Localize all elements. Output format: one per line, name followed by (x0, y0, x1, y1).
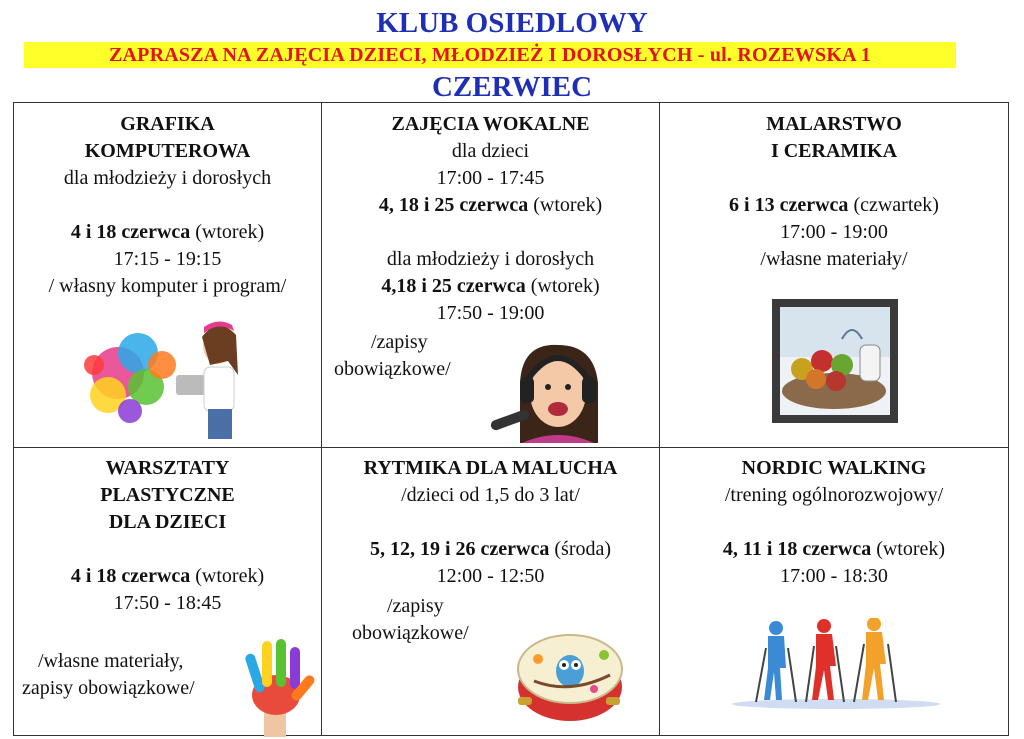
dates: 6 i 13 czerwca (729, 194, 849, 216)
cell-title: PLASTYCZNE (100, 484, 235, 506)
cell-title: ZAJĘCIA WOKALNE (391, 113, 590, 135)
weekday: (wtorek) (525, 275, 600, 297)
cell-computer-graphics (14, 111, 321, 300)
cell-art-workshops (14, 455, 321, 617)
weekday: (czwartek) (848, 194, 939, 216)
cell-rhythmics-toddlers (322, 455, 659, 590)
dates: 4, 18 i 25 czerwca (378, 194, 529, 216)
dates-line (14, 563, 321, 590)
cell-title: KOMPUTEROWA (84, 140, 251, 162)
cell-title: RYTMIKA DLA MALUCHA (363, 457, 618, 479)
time-text: 17:50 - 19:00 (436, 302, 545, 324)
note-text: /własne materiały, (38, 650, 184, 672)
cell-painting-ceramics (660, 111, 1008, 273)
page-title: KLUB OSIEDLOWY (376, 7, 648, 39)
dates-line (322, 192, 659, 219)
dates-line (14, 219, 321, 246)
time-text: 17:00 - 18:30 (780, 565, 888, 587)
audience-text: dla młodzieży i dorosłych (386, 248, 595, 270)
cell-title: WARSZTATY (105, 457, 230, 479)
singing-girl-image (482, 343, 618, 443)
dates: 4 i 18 czerwca (70, 565, 191, 587)
audience-text: /dzieci od 1,5 do 3 lat/ (401, 484, 580, 506)
cell-title: I CERAMIKA (770, 140, 898, 162)
time-text: 12:00 - 12:50 (436, 565, 545, 587)
cell-title: DLA DZIECI (108, 511, 227, 533)
note-text: obowiązkowe/ (352, 622, 469, 644)
dates: 4, 11 i 18 czerwca (722, 538, 872, 560)
cell-title: MALARSTWO (766, 113, 902, 135)
note-text: obowiązkowe/ (334, 358, 451, 380)
time-text: 17:00 - 19:00 (780, 221, 888, 243)
invitation-banner: ZAPRASZA NA ZAJĘCIA DZIECI, MŁODZIEŻ I DOROSŁYCH - ul. ROZEWSKA 1 (24, 42, 956, 68)
schedule-table (13, 102, 1009, 736)
dates-line (322, 536, 659, 563)
dates-line (660, 192, 1008, 219)
weekday: (wtorek) (871, 538, 946, 560)
dates: 5, 12, 19 i 26 czerwca (369, 538, 550, 560)
audience-text: /trening ogólnorozwojowy/ (724, 484, 944, 506)
time-text: 17:50 - 18:45 (113, 592, 222, 614)
graphics-girl-image (80, 315, 260, 439)
ceramic-tile-image (772, 299, 898, 423)
note-text: /zapisy (371, 331, 428, 353)
time-text: 17:15 - 19:15 (113, 248, 222, 270)
dates-line (660, 536, 1008, 563)
note-text: / własny komputer i program/ (48, 275, 287, 297)
note-text: /własne materiały/ (760, 248, 908, 270)
dates: 4,18 i 25 czerwca (381, 275, 526, 297)
month-heading: CZERWIEC (431, 71, 593, 103)
audience-text: dla młodzieży i dorosłych (63, 167, 272, 189)
nordic-walkers-image (726, 618, 946, 712)
cell-nordic-walking (660, 455, 1008, 590)
weekday: (wtorek) (190, 565, 265, 587)
tambourine-owl-image (514, 615, 626, 725)
note-text: zapisy obowiązkowe/ (22, 677, 195, 699)
row-divider (14, 447, 1008, 448)
weekday: (środa) (549, 538, 612, 560)
dates-line (322, 273, 659, 300)
painted-hand-image (236, 633, 316, 737)
cell-vocal-classes (322, 111, 659, 327)
dates: 4 i 18 czerwca (70, 221, 191, 243)
weekday: (wtorek) (190, 221, 265, 243)
note-text: /zapisy (387, 595, 444, 617)
time-text: 17:00 - 17:45 (436, 167, 545, 189)
cell-title: GRAFIKA (120, 113, 215, 135)
audience-text: dla dzieci (451, 140, 530, 162)
weekday: (wtorek) (528, 194, 603, 216)
cell-title: NORDIC WALKING (741, 457, 927, 479)
